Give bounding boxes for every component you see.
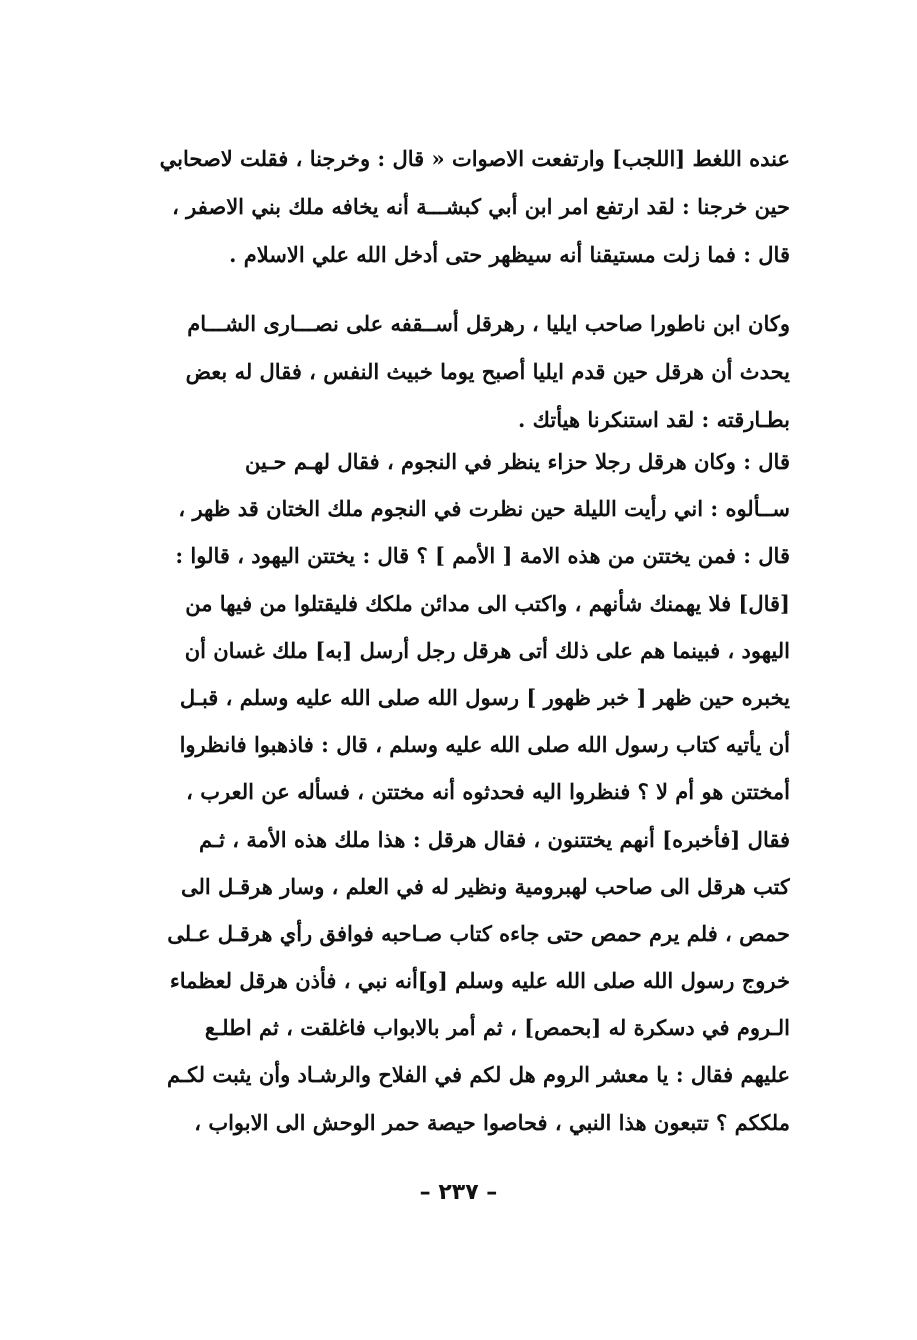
paragraph-3 [90, 438, 790, 1146]
text-line: ملككم ؟ تتبعون هذا النبي ، فحاصوا حيصة حمر الوحش الى الابواب ، [194, 1109, 790, 1135]
text-line: عنده اللغط [اللجب] وارتفعت الاصوات « قال : وخرجنا ، فقلت لاصحابي [159, 146, 790, 171]
text-line: يحدث أن هرقل حين قدم ايليا أصبح يوما خبيث النفس ، فقال له بعض [185, 359, 790, 384]
text-line: خروج رسول الله صلى الله عليه وسلم [و]أنه نبي ، فأذن هرقل لعظماء [169, 968, 790, 994]
text-line: قال : وكان هرقل رجلا حزاء ينظر في النجوم ، فقال لهـم حـين [245, 449, 790, 474]
text-line: بطـارقته : لقد استنكرنا هيأتك . [518, 407, 790, 432]
text-line: حمص ، فلم يرم حمص حتى جاءه كتاب صـاحبه فوافق رأي هرقـل عـلى [167, 920, 790, 946]
text-line: كتب هرقل الى صاحب لهبرومية ونظير له في العلم ، وسار هرقـل الى [180, 873, 790, 899]
paragraph-2 [90, 300, 790, 444]
text-line: [قال] فلا يهمنك شأنهم ، واكتب الى مدائن ملكك فليقتلوا من فيها من [185, 590, 790, 616]
text-line: عليهم فقال : يا معشر الروم هل لكم في الفلاح والرشـاد وأن يثبت لكـم [166, 1062, 790, 1088]
paragraph-1 [90, 135, 790, 279]
text-line: فقال [فأخبره] أنهم يختتنون ، فقال هرقل : هذا ملك هذه الأمة ، ثـم [198, 826, 790, 852]
text-line: ســألوه : اني رأيت الليلة حين نظرت في النجوم ملك الختان قد ظهر ، [178, 496, 790, 522]
text-line: قال : فما زلت مستيقنا أنه سيظهر حتى أدخل الله علي الاسلام . [229, 242, 790, 267]
text-line: أمختتن هو أم لا ؟ فنظروا اليه فحدثوه أنه مختتن ، فسأله عن العرب ، [186, 779, 790, 805]
text-line: اليهود ، فبينما هم على ذلك أتى هرقل رجل أرسل [به] ملك غسان أن [184, 637, 790, 663]
text-line: يخبره حين ظهر [ خبر ظهور ] رسول الله صلى الله عليه وسلم ، قبـل [179, 684, 790, 710]
text-line: قال : فمن يختتن من هذه الامة [ الأمم ] ؟ قال : يختتن اليهود ، قالوا : [175, 543, 790, 569]
text-line: حين خرجنا : لقد ارتفع امر ابن أبي كبشـــة أنه يخافه ملك بني الاصفر ، [172, 194, 790, 219]
page-number: – ٢٣٧ – [419, 1180, 498, 1205]
text-line: أن يأتيه كتاب رسول الله صلى الله عليه وسلم ، قال : فاذهبوا فانظروا [179, 732, 790, 758]
text-line: وكان ابن ناطورا صاحب ايليا ، رهرقل أســقفه على نصـــارى الشـــام [187, 311, 790, 336]
text-line: الـروم في دسكرة له [بحمص] ، ثم أمر بالابواب فاغلقت ، ثم اطلـع [204, 1015, 790, 1041]
